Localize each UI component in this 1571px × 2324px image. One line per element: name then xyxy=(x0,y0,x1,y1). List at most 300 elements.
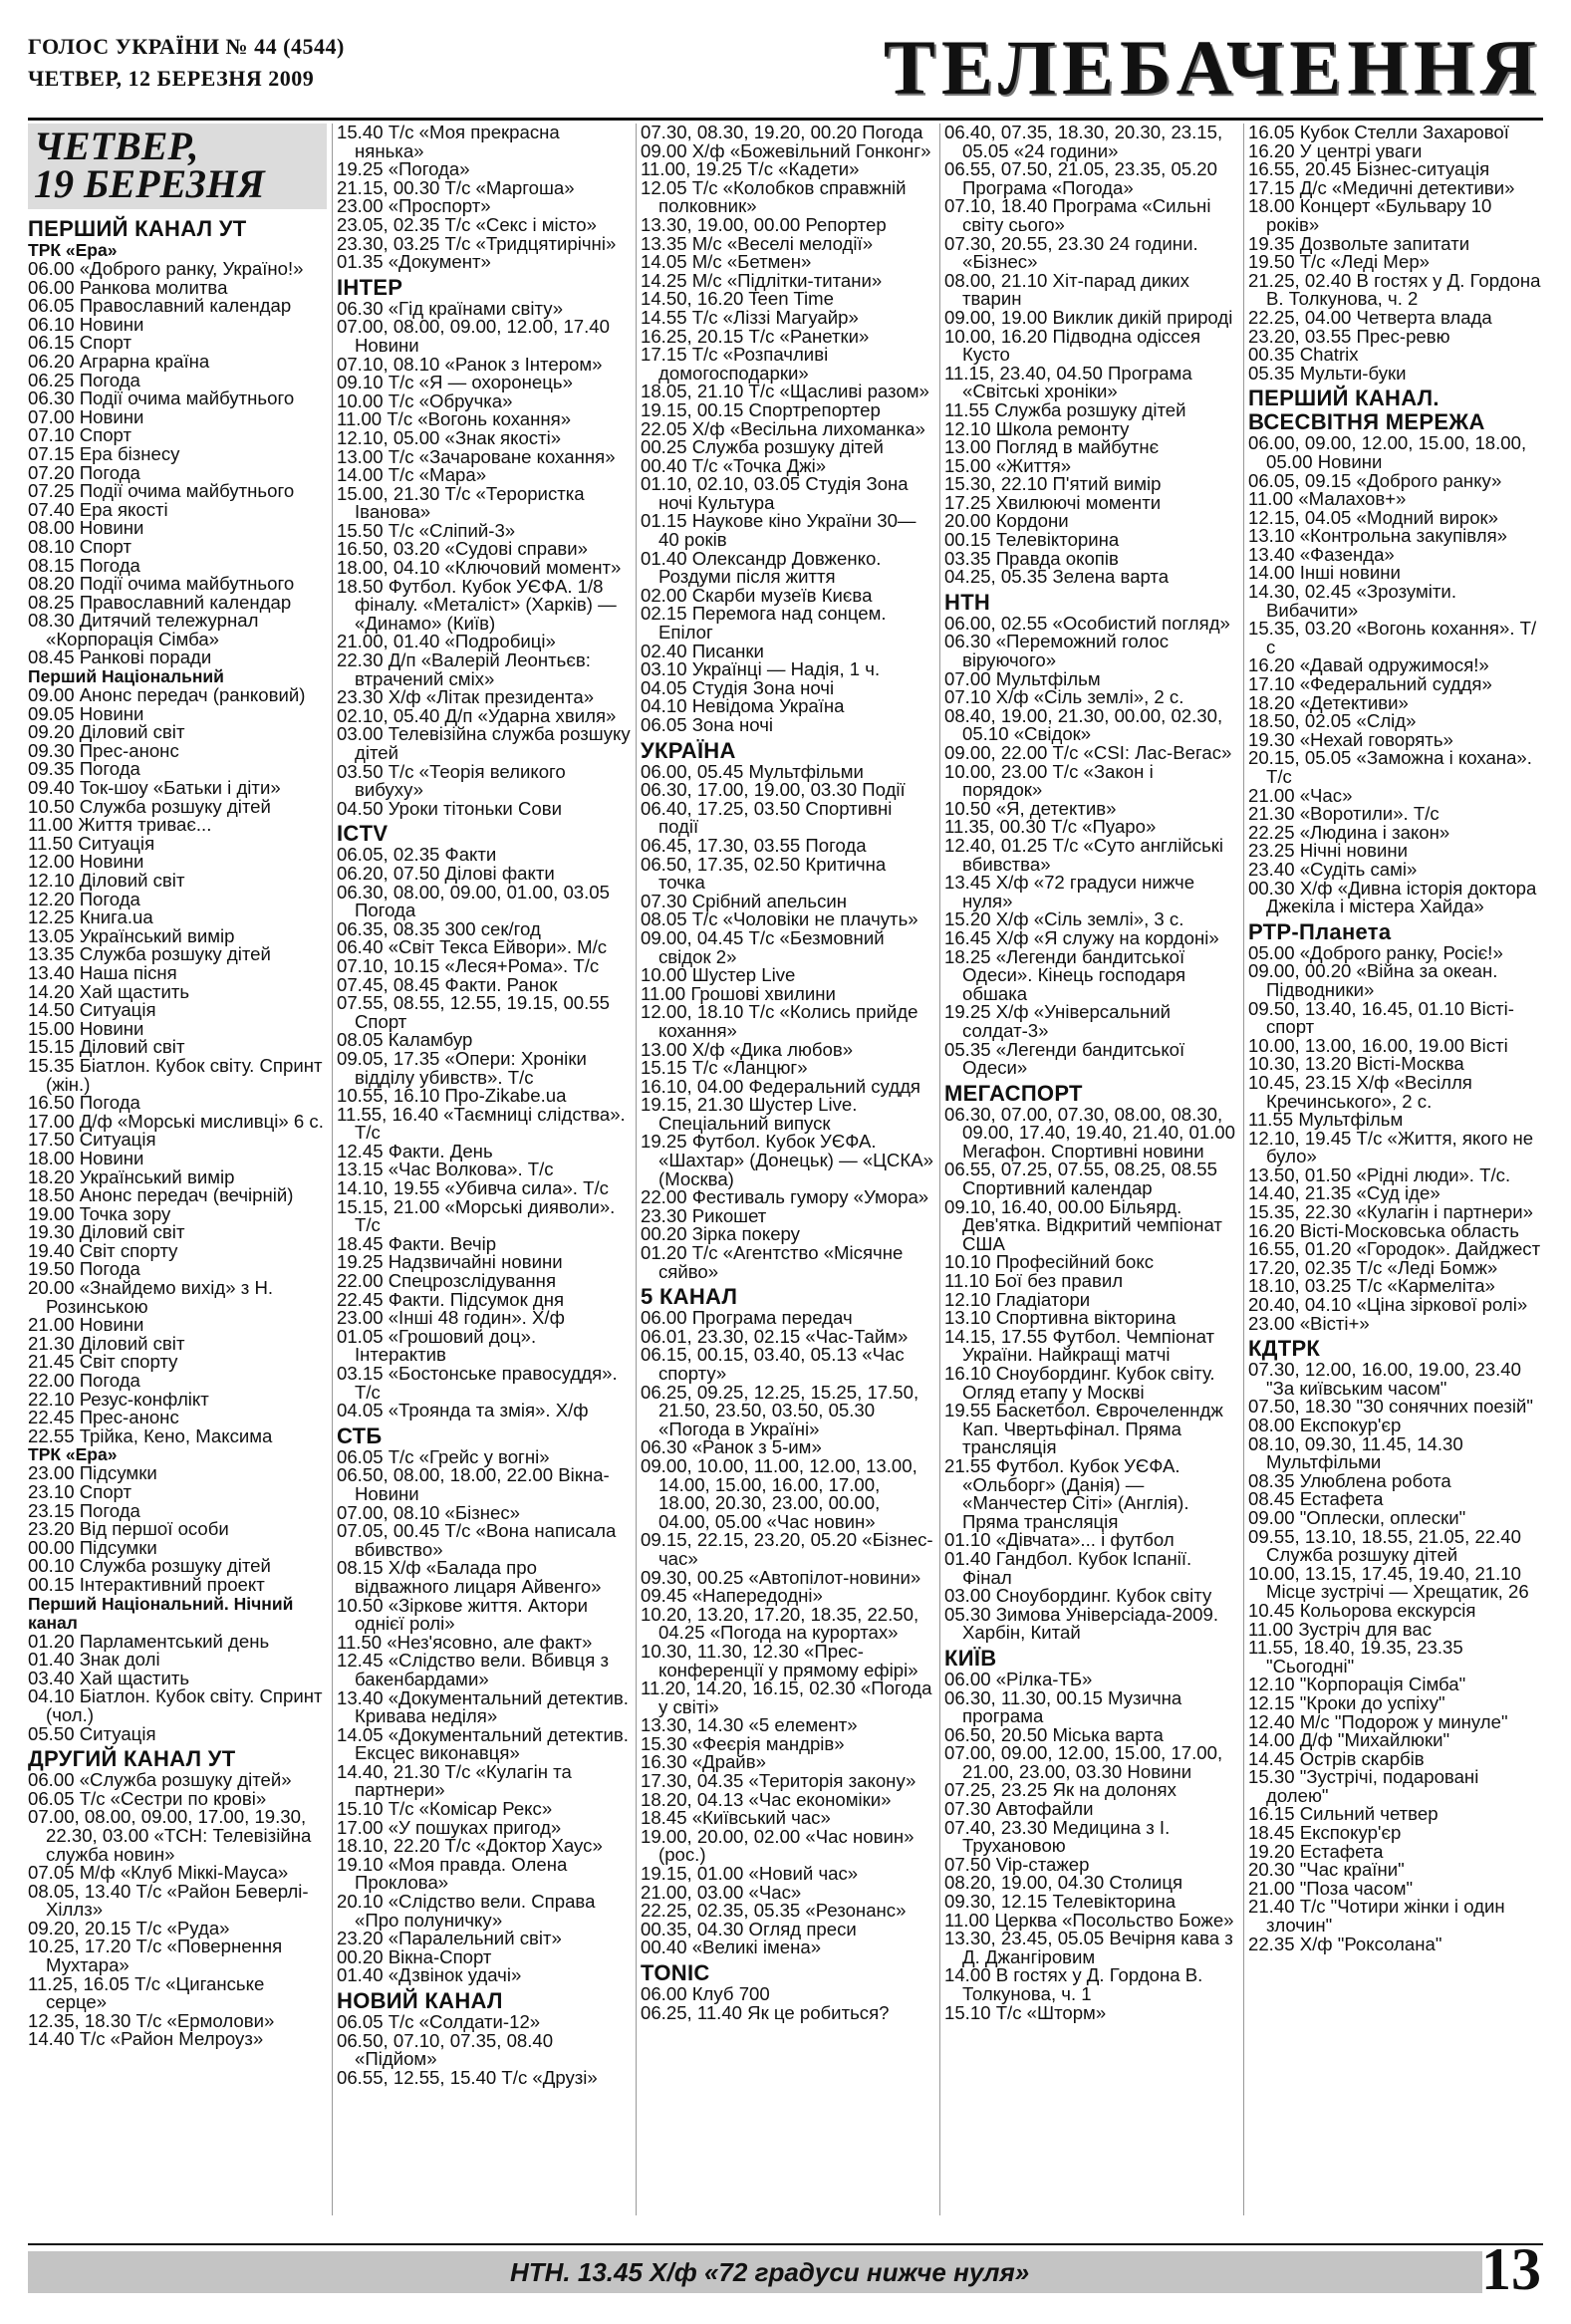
program-entry: 18.00 Новини xyxy=(28,1147,144,1168)
program-entry: 16.55, 01.20 «Городок». Дайджест xyxy=(1248,1238,1541,1260)
program-entry: 15.15, 21.00 «Морські дияволи». Т/с xyxy=(337,1195,616,1236)
program-entry: 14.15, 17.55 Футбол. Чемпіонат України. Найкращі матчі xyxy=(944,1325,1215,1366)
program-entry: 19.15, 21.30 Шустер Live. Спеціальний випуск xyxy=(641,1094,858,1134)
program-entry: 16.10, 04.00 Федеральний суддя xyxy=(641,1075,920,1097)
program-entry: 05.30 Зимова Універсіада-2009. Харбін, Китай xyxy=(944,1603,1219,1644)
program-entry: 11.10 Бої без правил xyxy=(944,1270,1124,1292)
program-entry: 13.00 Т/с «Зачароване кохання» xyxy=(337,445,616,467)
column-body xyxy=(1248,124,1543,1953)
program-entry: 18.10, 03.25 Т/с «Кармеліта» xyxy=(1248,1275,1495,1297)
program-entry: 00.35, 04.30 Огляд преси xyxy=(641,1918,857,1939)
program-entry: 10.50 «Зіркове життя. Актори однієї ролі» xyxy=(337,1594,588,1635)
program-entry: 15.30 «Феєрія мандрів» xyxy=(641,1732,845,1754)
program-entry: 11.50 «Нез'ясовно, але факт» xyxy=(337,1631,593,1653)
program-entry: 22.55 Трійка, Кено, Максима xyxy=(28,1424,273,1446)
program-entry: 06.30 Події очима майбутнього xyxy=(28,387,295,409)
channel-heading: ICTV xyxy=(337,821,389,847)
program-entry: 08.20, 19.00, 04.30 Столиця xyxy=(944,1872,1183,1894)
program-entry: 06.15, 00.15, 03.40, 05.13 «Час спорту» xyxy=(641,1344,905,1384)
program-entry: 14.50 Ситуація xyxy=(28,999,156,1021)
program-entry: 09.20, 20.15 Т/с «Руда» xyxy=(28,1917,230,1938)
program-entry: 12.10, 05.00 «Знак якості» xyxy=(337,426,562,448)
program-entry: 00.30 Х/ф «Дивна історія доктора Джекіла і містера Хайда» xyxy=(1248,877,1537,917)
program-entry: 21.25, 02.40 В гостях у Д. Гордона В. Толкунова, ч. 2 xyxy=(1248,269,1541,310)
program-entry: 15.10 Т/с «Шторм» xyxy=(944,2001,1107,2023)
program-entry: 21.00 "Поза часом" xyxy=(1248,1877,1414,1899)
program-entry: 07.00, 08.00, 09.00, 12.00, 17.40 Новини xyxy=(337,316,610,356)
program-entry: 07.40 Ера якості xyxy=(28,498,168,520)
program-entry: 12.45 «Слідство вели. Вбивця з бакенбардами» xyxy=(337,1650,609,1689)
program-entry: 07.25, 23.25 Як на долонях xyxy=(944,1779,1177,1801)
program-entry: 13.50, 01.50 «Рідні люди». Т/с. xyxy=(1248,1163,1511,1185)
program-entry: 06.40 «Світ Текса Ейвори». М/с xyxy=(337,936,608,958)
program-entry: 04.10 Невідома Україна xyxy=(641,695,845,717)
program-entry: 13.00 Х/ф «Дика любов» xyxy=(641,1038,854,1060)
program-entry: 15.35 Біатлон. Кубок світу. Спринт (жін.) xyxy=(28,1054,323,1095)
program-entry: 11.20, 14.20, 16.15, 02.30 «Погода у світі» xyxy=(641,1678,932,1717)
program-entry: 11.55 Мультфільм xyxy=(1248,1109,1404,1131)
program-entry: 16.25, 20.15 Т/с «Ранетки» xyxy=(641,325,870,347)
program-entry: 20.10 «Слідство вели. Справа «Про полуничку» xyxy=(337,1891,596,1931)
program-entry: 20.00 Кордони xyxy=(944,510,1069,532)
program-entry: 07.15 Ера бізнесу xyxy=(28,442,180,464)
program-entry: 06.50, 17.35, 02.50 Критична точка xyxy=(641,853,887,894)
program-entry: 13.35 Служба розшуку дітей xyxy=(28,943,271,965)
program-entry: 08.15 Х/ф «Балада про відважного лицаря Айвенго» xyxy=(337,1557,602,1597)
program-entry: 12.10 Діловий світ xyxy=(28,870,185,891)
program-entry: 01.15 Наукове кіно України 30—40 років xyxy=(641,510,916,551)
program-entry: 03.10 Українці — Надія, 1 ч. xyxy=(641,658,881,680)
program-entry: 08.00 Експокур'єр xyxy=(1248,1415,1402,1435)
program-entry: 13.40 Наша пісня xyxy=(28,961,177,983)
program-entry: 17.20, 02.35 Т/с «Леді Бомж» xyxy=(1248,1256,1498,1278)
program-entry: 10.30, 11.30, 12.30 «Прес-конференції у прямому ефірі» xyxy=(641,1640,918,1680)
program-entry: 18.20 «Детективи» xyxy=(1248,691,1409,713)
program-entry: 06.00 Клуб 700 xyxy=(641,1983,770,2004)
footer-promo-text: НТН. 13.45 Х/ф «72 градуси нижче нуля» xyxy=(510,2257,1030,2287)
program-entry: 02.00 Скарби музеїв Києва xyxy=(641,584,873,606)
program-entry: 06.05 Зона ночі xyxy=(641,714,774,735)
channel-heading: НТН xyxy=(944,589,991,615)
program-entry: 13.40 «Фазенда» xyxy=(1248,543,1395,565)
program-entry: 02.10, 05.40 Д/п «Ударна хвиля» xyxy=(337,704,617,726)
section-title: ТЕЛЕБАЧЕННЯ xyxy=(883,24,1542,111)
program-entry: 16.50 Погода xyxy=(28,1092,140,1114)
program-entry: 11.55, 16.40 «Таємниці слідства». Т/с xyxy=(337,1103,626,1144)
program-entry: 00.20 Вікна-Спорт xyxy=(337,1945,492,1967)
program-entry: 10.30, 13.20 Вісті-Москва xyxy=(1248,1053,1464,1075)
program-entry: 09.20 Діловий світ xyxy=(28,721,185,743)
program-entry: 23.15 Погода xyxy=(28,1499,140,1521)
masthead xyxy=(28,24,1542,116)
program-entry: 08.25 Православний календар xyxy=(28,591,292,613)
program-entry: 20.15, 05.05 «Заможна і кохана». Т/с xyxy=(1248,747,1532,787)
program-entry: 07.50 Vip-стажер xyxy=(944,1853,1090,1875)
listing-column-3 xyxy=(641,124,934,2215)
program-entry: 14.00 Д/ф "Михайлюки" xyxy=(1248,1729,1450,1751)
program-entry: 19.25 Х/ф «Універсальний солдат-3» xyxy=(944,1001,1172,1041)
program-entry: 10.45 Кольорова екскурсія xyxy=(1248,1599,1476,1621)
program-entry: 08.05, 13.40 Т/с «Район Беверлі-Хіллз» xyxy=(28,1880,309,1921)
program-entry: 14.40, 21.30 Т/с «Кулагін та партнери» xyxy=(337,1760,572,1801)
channel-heading: МЕГАСПОРТ xyxy=(944,1080,1083,1106)
program-entry: 14.10, 19.55 «Убивча сила». Т/с xyxy=(337,1177,609,1199)
program-entry: 06.00 Ранкова молитва xyxy=(28,276,228,298)
program-entry: 07.55, 08.55, 12.55, 19.15, 00.55 Спорт xyxy=(337,992,610,1032)
program-entry: 11.55 Служба розшуку дітей xyxy=(944,398,1186,420)
column-divider xyxy=(939,124,940,2215)
program-entry: 00.00 Підсумки xyxy=(28,1536,157,1558)
column-divider xyxy=(636,124,637,2215)
program-entry: 11.15, 23.40, 04.50 Програма «Світські хроніки» xyxy=(944,362,1192,402)
program-entry: 06.05, 02.35 Факти xyxy=(337,844,497,866)
program-entry: 14.30, 02.45 «Зрозуміти. Вибачити» xyxy=(1248,581,1456,621)
program-entry: 15.15 Діловий світ xyxy=(28,1036,185,1058)
program-entry: 20.40, 04.10 «Ціна зіркової ролі» xyxy=(1248,1294,1528,1316)
program-entry: 09.05, 17.35 «Опери: Хроніки відділу убивств». Т/с xyxy=(337,1047,587,1088)
program-entry: 18.20, 04.13 «Час економіки» xyxy=(641,1788,892,1810)
program-entry: 09.30 Прес-анонс xyxy=(28,739,179,761)
program-entry: 14.05 М/с «Бетмен» xyxy=(641,251,812,273)
program-entry: 06.05, 09.15 «Доброго ранку» xyxy=(1248,469,1502,491)
program-entry: 08.35 Улюблена робота xyxy=(1248,1469,1451,1491)
program-entry: 06.20, 07.50 Ділові факти xyxy=(337,862,555,884)
program-entry: 02.15 Перемога над сонцем. Епілог xyxy=(641,603,887,644)
program-entry: 09.55, 13.10, 18.55, 21.05, 22.40 Служба розшуку дітей xyxy=(1248,1525,1521,1566)
program-entry: 03.35 Правда окопів xyxy=(944,547,1119,569)
program-entry: 06.30, 17.00, 19.00, 03.30 Події xyxy=(641,779,906,801)
program-entry: 13.05 Український вимір xyxy=(28,924,235,946)
program-entry: 04.50 Уроки тітоньки Сови xyxy=(337,797,563,819)
program-entry: 17.25 Хвилюючі моменти xyxy=(944,491,1162,513)
program-entry: 14.50, 16.20 Teen Time xyxy=(641,288,834,310)
program-entry: 11.00 Грошові хвилини xyxy=(641,982,836,1004)
program-entry: 03.00 Телевізійна служба розшуку дітей xyxy=(337,723,631,763)
program-entry: 12.10, 19.45 Т/с «Життя, якого не було» xyxy=(1248,1127,1534,1167)
program-entry: 10.00, 16.20 Підводна одіссея Кусто xyxy=(944,325,1201,366)
program-entry: 11.50 Ситуація xyxy=(28,832,155,854)
program-entry: 06.05 Т/с «Грейс у вогні» xyxy=(337,1445,550,1467)
program-entry: 01.20 Парламентський день xyxy=(28,1630,270,1652)
program-entry: 07.00 Мультфільм xyxy=(944,667,1101,689)
program-entry: 19.00 Точка зору xyxy=(28,1202,171,1224)
listing-column-2 xyxy=(337,124,631,2215)
program-entry: 09.15, 22.15, 23.20, 05.20 «Бізнес-час» xyxy=(641,1529,933,1569)
program-entry: 15.35, 03.20 «Вогонь кохання». Т/с xyxy=(1248,618,1537,657)
column-body xyxy=(944,124,1238,2022)
program-entry: 06.01, 23.30, 02.15 «Час-Тайм» xyxy=(641,1325,909,1347)
listing-column-4 xyxy=(944,124,1238,2215)
program-entry: 19.00, 20.00, 02.00 «Час новин» (рос.) xyxy=(641,1825,915,1866)
program-entry: 19.50 Т/с «Леді Мер» xyxy=(1248,251,1431,273)
program-entry: 06.15 Спорт xyxy=(28,332,131,354)
program-entry: 10.45, 23.15 Х/ф «Весілля Кречинського», 2 с. xyxy=(1248,1071,1472,1112)
program-entry: 23.05, 02.35 Т/с «Секс і місто» xyxy=(337,213,597,235)
program-entry: 09.00, 22.00 Т/с «CSI: Лас-Вегас» xyxy=(944,742,1232,763)
program-entry: 11.00 «Малахов+» xyxy=(1248,488,1407,510)
program-entry: 10.20, 13.20, 17.20, 18.35, 22.50, 04.25 «Погода на курортах» xyxy=(641,1603,919,1644)
program-entry: 19.30 Діловий світ xyxy=(28,1221,185,1243)
program-entry: 22.00 Спецрозслідування xyxy=(337,1270,557,1292)
program-entry: 13.45 Х/ф «72 градуси нижче нуля» xyxy=(944,872,1195,911)
program-entry: 12.05 Т/с «Колобков справжній полковник» xyxy=(641,176,907,217)
program-entry: 04.05 «Троянда та змія». Х/ф xyxy=(337,1400,589,1421)
program-entry: 06.40, 17.25, 03.50 Спортивні події xyxy=(641,797,893,838)
program-entry: 14.55 Т/с «Ліззі Магуайр» xyxy=(641,306,859,328)
column-body xyxy=(641,124,934,2022)
program-entry: 09.00, 19.00 Виклик дикій природі xyxy=(944,306,1233,328)
program-entry: 06.50, 20.50 Міська варта xyxy=(944,1723,1164,1745)
program-entry: 12.40, 01.25 Т/с «Суто англійські вбивства» xyxy=(944,834,1224,875)
program-entry: 06.00 «Рілка-ТБ» xyxy=(944,1668,1093,1689)
program-entry: 06.40, 07.35, 18.30, 20.30, 23.15, 05.05 «24 години» xyxy=(944,124,1223,161)
program-entry: 10.00 Т/с «Обручка» xyxy=(337,389,513,411)
program-entry: 16.55, 20.45 Бізнес-ситуація xyxy=(1248,158,1490,180)
program-entry: 15.30, 22.10 П'ятий вимір xyxy=(944,473,1162,495)
program-entry: 22.25 «Людина і закон» xyxy=(1248,821,1450,843)
program-entry: 06.05 Т/с «Сестри по крові» xyxy=(28,1787,267,1809)
program-entry: 07.10, 08.10 «Ранок з Інтером» xyxy=(337,353,603,375)
program-entry: 07.30, 20.55, 23.30 24 години. «Бізнес» xyxy=(944,232,1198,273)
program-entry: 19.50 Погода xyxy=(28,1258,140,1280)
program-entry: 19.30 «Нехай говорять» xyxy=(1248,728,1453,750)
program-entry: 15.35, 22.30 «Кулагін і партнери» xyxy=(1248,1201,1533,1223)
program-entry: 21.55 Футбол. Кубок УЄФА. «Ольборг» (Данія) — «Манчестер Сіті» (Англія). Пряма трансляція xyxy=(944,1454,1189,1532)
program-entry: 08.10, 09.30, 11.45, 14.30 Мультфільми xyxy=(1248,1432,1463,1473)
program-entry: 06.30 «Гід країнами світу» xyxy=(337,297,564,319)
program-entry: 22.25, 04.00 Четверта влада xyxy=(1248,306,1492,328)
program-entry: 06.10 Новини xyxy=(28,313,144,335)
program-entry: 22.00 Фестиваль гумору «Умора» xyxy=(641,1186,929,1208)
program-entry: 23.20, 03.55 Прес-ревю xyxy=(1248,325,1450,347)
date-header xyxy=(28,124,327,209)
program-entry: 13.35 М/с «Веселі мелодії» xyxy=(641,232,874,254)
program-entry: 00.15 Інтерактивний проект xyxy=(28,1573,265,1595)
program-entry: 13.30, 14.30 «5 елемент» xyxy=(641,1714,858,1736)
program-entry: 23.20 «Паралельний світ» xyxy=(337,1928,562,1949)
program-entry: 07.10, 10.15 «Леся+Рома». Т/с xyxy=(337,954,600,976)
channel-heading: КДТРК xyxy=(1248,1336,1321,1362)
program-entry: 08.05 Т/с «Чоловіки не плачуть» xyxy=(641,908,918,930)
channel-heading: НОВИЙ КАНАЛ xyxy=(337,1988,503,2013)
program-entry: 11.00 Церква «Посольство Боже» xyxy=(944,1909,1234,1931)
program-entry: 12.10 Школа ремонту xyxy=(944,417,1130,439)
channel-heading: РТР-Планета xyxy=(1248,918,1392,944)
program-entry: 11.35, 00.30 Т/с «Пуаро» xyxy=(944,816,1157,838)
program-entry: 16.05 Кубок Стелли Захарової xyxy=(1248,124,1509,142)
program-entry: 06.05 Т/с «Солдати-12» xyxy=(337,2011,541,2032)
program-entry: 21.00 «Час» xyxy=(1248,784,1353,806)
program-entry: 09.00 Х/ф «Божевільний Гонконг» xyxy=(641,139,931,161)
program-entry: 22.25, 02.35, 05.35 «Резонанс» xyxy=(641,1900,907,1922)
program-entry: 23.25 Нічні новини xyxy=(1248,840,1409,862)
program-entry: 08.15 Погода xyxy=(28,554,140,576)
program-entry: 06.30, 11.30, 00.15 Музична програма xyxy=(944,1686,1182,1727)
program-entry: 22.30 Д/п «Валерій Леонтьєв: втрачений сміх» xyxy=(337,649,591,689)
program-entry: 01.40 Гандбол. Кубок Іспанії. Фінал xyxy=(944,1547,1192,1588)
program-entry: 06.25, 11.40 Як це робиться? xyxy=(641,2001,890,2023)
program-entry: 15.00 Новини xyxy=(28,1017,144,1039)
program-entry: 06.55, 07.50, 21.05, 23.35, 05.20 Програма «Погода» xyxy=(944,158,1217,198)
program-entry: 00.15 Телевікторина xyxy=(944,529,1120,551)
program-entry: 23.40 «Судіть самі» xyxy=(1248,858,1418,880)
program-entry: 09.00, 00.20 «Війна за океан. Підводники» xyxy=(1248,960,1498,1000)
program-entry: 11.00, 19.25 Т/с «Кадети» xyxy=(641,158,860,180)
program-entry: 00.10 Служба розшуку дітей xyxy=(28,1555,271,1577)
program-entry: 09.10 Т/с «Я — охоронець» xyxy=(337,372,573,393)
channel-heading: УКРАЇНА xyxy=(641,737,736,763)
program-entry: 05.35 «Легенди бандитської Одеси» xyxy=(944,1038,1185,1079)
program-entry: 15.30 "Зустрічі, подаровані долею" xyxy=(1248,1766,1479,1806)
program-entry: 06.30, 07.00, 07.30, 08.00, 08.30, 09.00, 17.40, 19.40, 21.40, 01.00 Мегафон. Спортивні новини xyxy=(944,1103,1235,1162)
paper-name: ГОЛОС УКРАЇНИ № 44 (4544) xyxy=(28,34,345,59)
channel-subheading: ТРК «Ера» xyxy=(28,1444,118,1465)
program-entry: 14.25 М/с «Підлітки-титани» xyxy=(641,269,883,291)
program-entry: 09.30, 00.25 «Автопілот-новини» xyxy=(641,1566,921,1588)
program-entry: 18.45 Факти. Вечір xyxy=(337,1232,497,1254)
program-entry: 12.00 Новини xyxy=(28,851,144,873)
program-entry: 13.00 Погляд в майбутнє xyxy=(944,436,1160,458)
program-entry: 07.05 М/ф «Клуб Міккі-Мауса» xyxy=(28,1862,289,1884)
program-entry: 19.35 Дозвольте запитати xyxy=(1248,232,1470,254)
program-entry: 06.00, 09.00, 12.00, 15.00, 18.00, 05.00 Новини xyxy=(1248,432,1527,472)
program-entry: 21.30 Діловий світ xyxy=(28,1332,185,1354)
program-entry: 14.40, 21.35 «Суд іде» xyxy=(1248,1182,1440,1204)
program-entry: 18.10, 22.20 Т/с «Доктор Хаус» xyxy=(337,1835,603,1857)
program-entry: 13.10 Спортивна вікторина xyxy=(944,1307,1177,1329)
program-entry: 12.10 "Корпорація Сімба" xyxy=(1248,1674,1466,1695)
program-entry: 12.40 М/с "Подорож у минуле" xyxy=(1248,1710,1508,1732)
program-entry: 20.30 "Час країни" xyxy=(1248,1859,1405,1881)
column-divider xyxy=(332,124,333,2215)
program-entry: 03.15 «Бостонське правосуддя». Т/с xyxy=(337,1363,618,1403)
program-entry: 10.00, 13.00, 16.00, 19.00 Вісті xyxy=(1248,1034,1508,1056)
channel-heading: КИЇВ xyxy=(944,1645,997,1671)
program-entry: 17.00 Д/ф «Морські мисливці» 6 с. xyxy=(28,1110,324,1132)
program-entry: 18.05, 21.10 Т/с «Щасливі разом» xyxy=(641,381,929,402)
program-entry: 12.25 Книга.ua xyxy=(28,906,153,928)
program-entry: 16.30 «Драйв» xyxy=(641,1751,766,1773)
program-entry: 16.50, 03.20 «Судові справи» xyxy=(337,538,589,560)
program-entry: 02.40 Писанки xyxy=(641,640,764,661)
program-entry: 04.05 Студія Зона ночі xyxy=(641,676,835,698)
program-entry: 09.35 Погода xyxy=(28,758,140,780)
program-entry: 05.00 «Доброго ранку, Росіє!» xyxy=(1248,941,1503,963)
program-entry: 10.50 «Я, детектив» xyxy=(944,797,1117,819)
channel-subheading: Перший Національний. Нічний канал xyxy=(28,1593,294,1633)
program-entry: 22.35 Х/ф "Роксолана" xyxy=(1248,1933,1442,1954)
program-entry: 12.10 Гладіатори xyxy=(944,1288,1091,1310)
program-entry: 01.35 «Документ» xyxy=(337,251,491,273)
program-entry: 04.25, 05.35 Зелена варта xyxy=(944,566,1170,588)
program-entry: 06.55, 12.55, 15.40 Т/с «Друзі» xyxy=(337,2066,598,2088)
program-entry: 09.00, 04.45 Т/с «Безмовний свідок 2» xyxy=(641,926,885,967)
page-number: 13 xyxy=(1481,2236,1541,2302)
program-entry: 06.00, 05.45 Мультфільми xyxy=(641,760,864,782)
program-entry: 22.05 Х/ф «Весільна лихоманка» xyxy=(641,417,925,439)
program-entry: 21.00, 03.00 «Час» xyxy=(641,1881,802,1903)
program-entry: 17.50 Ситуація xyxy=(28,1129,156,1151)
program-entry: 14.20 Хай щастить xyxy=(28,980,190,1002)
program-entry: 22.45 Факти. Підсумок дня xyxy=(337,1288,565,1310)
program-entry: 21.40 Т/с "Чотири жінки і один злочин" xyxy=(1248,1896,1505,1937)
program-entry: 10.00, 13.15, 17.45, 19.40, 21.10 Місце зустрічі — Хрещатик, 26 xyxy=(1248,1562,1529,1603)
program-entry: 15.20 Х/ф «Сіль землі», 3 с. xyxy=(944,908,1184,930)
program-entry: 18.45 «Київський час» xyxy=(641,1807,831,1829)
program-entry: 05.50 Ситуація xyxy=(28,1722,156,1744)
program-entry: 19.10 «Моя правда. Олена Проклова» xyxy=(337,1853,568,1894)
masthead-rule xyxy=(28,118,1543,121)
program-entry: 14.00 Т/с «Мара» xyxy=(337,464,487,486)
program-entry: 08.10 Спорт xyxy=(28,535,131,557)
program-entry: 07.30, 12.00, 16.00, 19.00, 23.40 "За київським часом" xyxy=(1248,1359,1521,1399)
program-entry: 18.00, 04.10 «Ключовий момент» xyxy=(337,557,622,579)
program-entry: 01.10, 02.10, 03.05 Студія Зона ночі Культура xyxy=(641,473,909,513)
program-entry: 11.55, 18.40, 19.35, 23.35 "Сьогодні" xyxy=(1248,1637,1463,1677)
program-entry: 19.15, 00.15 Спортрепортер xyxy=(641,398,881,420)
program-entry: 18.45 Експокур'єр xyxy=(1248,1822,1402,1844)
program-entry: 11.00 Життя триває... xyxy=(28,814,212,836)
program-entry: 09.00, 10.00, 11.00, 12.00, 13.00, 14.00, 15.00, 16.00, 17.00, 18.00, 20.30, 23.00, 00.00, 04.00, 05.00 «Час новин» xyxy=(641,1454,917,1532)
program-entry: 23.10 Спорт xyxy=(28,1481,131,1502)
program-entry: 23.30 Рикошет xyxy=(641,1204,767,1226)
program-entry: 15.00 «Життя» xyxy=(944,454,1072,476)
program-entry: 11.00 Зустріч для вас xyxy=(1248,1618,1433,1640)
listing-column-1 xyxy=(28,124,327,2215)
program-entry: 14.00 Інші новини xyxy=(1248,562,1401,584)
program-entry: 12.35, 18.30 Т/с «Ермолови» xyxy=(28,2009,275,2031)
channel-heading: 5 КАНАЛ xyxy=(641,1284,738,1310)
program-entry: 07.45, 08.45 Факти. Ранок xyxy=(337,973,558,995)
program-entry: 13.40 «Документальний детектив. Кривава неділя» xyxy=(337,1686,629,1727)
program-entry: 21.00 Новини xyxy=(28,1314,144,1336)
program-entry: 10.00, 23.00 Т/с «Закон і порядок» xyxy=(944,760,1154,801)
program-entry: 06.25 Погода xyxy=(28,369,140,390)
program-entry: 03.40 Хай щастить xyxy=(28,1667,190,1688)
program-entry: 06.00 «Доброго ранку, Україно!» xyxy=(28,258,304,279)
program-entry: 17.00 «У пошуках пригод» xyxy=(337,1816,562,1838)
listing-column-5 xyxy=(1248,124,1543,2215)
program-entry: 19.20 Естафета xyxy=(1248,1840,1384,1862)
program-entry: 23.00 «Вісті+» xyxy=(1248,1312,1370,1334)
program-entry: 12.00, 18.10 Т/с «Колись прийде кохання» xyxy=(641,1001,918,1041)
program-entry: 08.00, 21.10 Хіт-парад диких тварин xyxy=(944,269,1189,310)
program-entry: 19.25 Надзвичайні новини xyxy=(337,1251,563,1273)
program-entry: 16.20 У центрі уваги xyxy=(1248,139,1423,161)
program-entry: 15.40 Т/с «Моя прекрасна нянька» xyxy=(337,124,560,161)
program-entry: 07.00, 09.00, 12.00, 15.00, 17.00, 21.00, 23.00, 03.30 Новини xyxy=(944,1742,1223,1782)
program-entry: 07.20 Погода xyxy=(28,461,140,483)
program-entry: 01.05 «Грошовий доц». Інтерактив xyxy=(337,1325,537,1366)
date-header-date: 19 БЕРЕЗНЯ xyxy=(34,161,265,206)
program-entry: 22.45 Прес-анонс xyxy=(28,1407,179,1428)
program-entry: 06.30 «Переможний голос віруючого» xyxy=(944,631,1169,671)
program-entry: 06.00 «Служба розшуку дітей» xyxy=(28,1769,292,1791)
program-entry: 17.10 «Федеральний суддя» xyxy=(1248,673,1492,695)
program-entry: 06.30, 08.00, 09.00, 01.00, 03.05 Погода xyxy=(337,881,610,921)
program-entry: 07.50, 18.30 "30 сонячних поезій" xyxy=(1248,1396,1533,1418)
program-entry: 21.30 «Воротили». Т/с xyxy=(1248,803,1440,825)
program-entry: 07.10 Х/ф «Сіль землі», 2 с. xyxy=(944,686,1184,708)
program-entry: 06.00, 02.55 «Особистий погляд» xyxy=(944,612,1230,634)
program-entry: 18.20 Український вимір xyxy=(28,1165,235,1187)
program-entry: 06.20 Аграрна країна xyxy=(28,350,210,372)
program-entry: 18.00 Концерт «Бульвару 10 років» xyxy=(1248,195,1492,235)
program-entry: 07.25 Події очима майбутнього xyxy=(28,480,295,502)
program-entry: 13.30, 23.45, 05.05 Вечірня кава з Д. Джангіровим xyxy=(944,1928,1233,1967)
program-entry: 07.10, 18.40 Програма «Сильні світу сього» xyxy=(944,195,1211,235)
program-entry: 06.35, 08.35 300 сек/год xyxy=(337,917,541,939)
